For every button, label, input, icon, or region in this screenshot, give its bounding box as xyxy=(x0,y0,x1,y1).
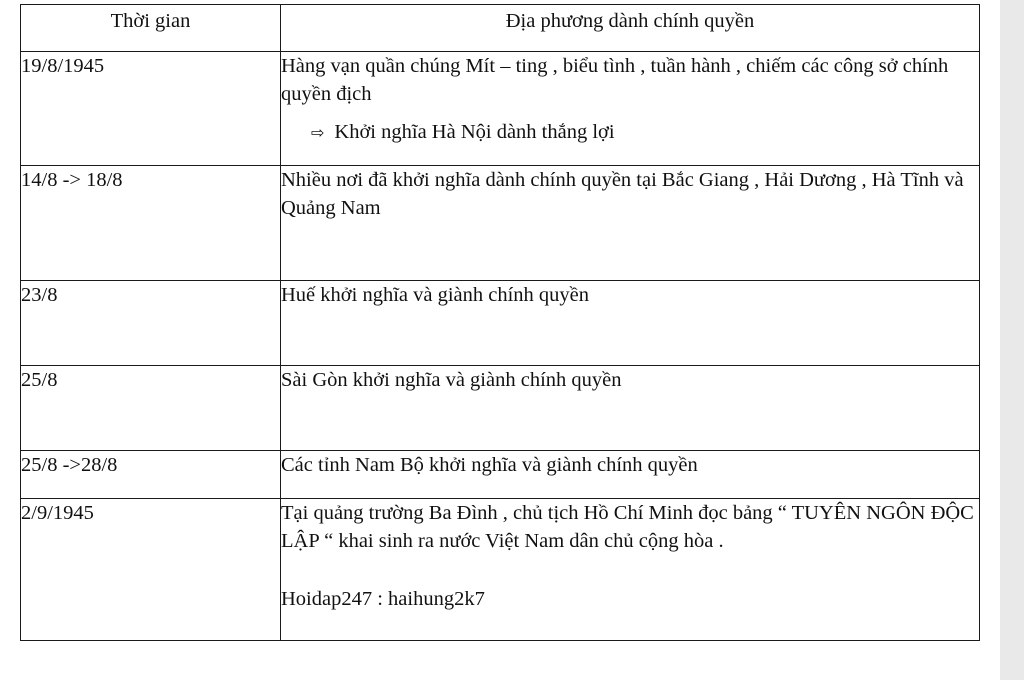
table-row xyxy=(21,366,980,451)
table-row xyxy=(21,52,980,166)
vertical-scrollbar[interactable] xyxy=(1000,0,1024,680)
row-event: Tại quảng trường Ba Đình , chủ tịch Hồ Chí Minh đọc bảng “ TUYÊN NGÔN ĐỘC LẬP “ khai sinh ra nước Việt Nam dân chủ cộng hòa . xyxy=(281,502,974,552)
row-date: 14/8 -> 18/8 xyxy=(21,166,281,281)
row-event-cell xyxy=(281,52,980,166)
table-header-row xyxy=(21,5,980,52)
table-row xyxy=(21,166,980,281)
result-line xyxy=(281,118,979,147)
header-time: Thời gian xyxy=(21,5,281,52)
table-row xyxy=(21,451,980,499)
row-event-cell xyxy=(281,499,980,641)
row-result: Khởi nghĩa Hà Nội dành thắng lợi xyxy=(334,121,615,143)
row-date: 25/8 ->28/8 xyxy=(21,451,281,499)
row-event: Hàng vạn quần chúng Mít – ting , biểu tình , tuần hành , chiếm các công sở chính quyền địch xyxy=(281,55,949,105)
timeline-table xyxy=(20,4,980,641)
table-row xyxy=(21,499,980,641)
row-date: 23/8 xyxy=(21,281,281,366)
outline-right-arrow-icon: ⇨ xyxy=(311,123,325,142)
row-event: Các tỉnh Nam Bộ khởi nghĩa và giành chính quyền xyxy=(281,451,980,499)
row-event: Nhiều nơi đã khởi nghĩa dành chính quyền tại Bắc Giang , Hải Dương , Hà Tĩnh và Quảng Nam xyxy=(281,166,980,281)
row-date: 25/8 xyxy=(21,366,281,451)
header-location: Địa phương dành chính quyền xyxy=(281,5,980,52)
row-date: 2/9/1945 xyxy=(21,499,281,641)
table-row xyxy=(21,281,980,366)
answer-credit: Hoidap247 : haihung2k7 xyxy=(281,588,485,610)
row-event: Huế khởi nghĩa và giành chính quyền xyxy=(281,281,980,366)
row-event: Sài Gòn khởi nghĩa và giành chính quyền xyxy=(281,366,980,451)
row-date: 19/8/1945 xyxy=(21,52,281,166)
